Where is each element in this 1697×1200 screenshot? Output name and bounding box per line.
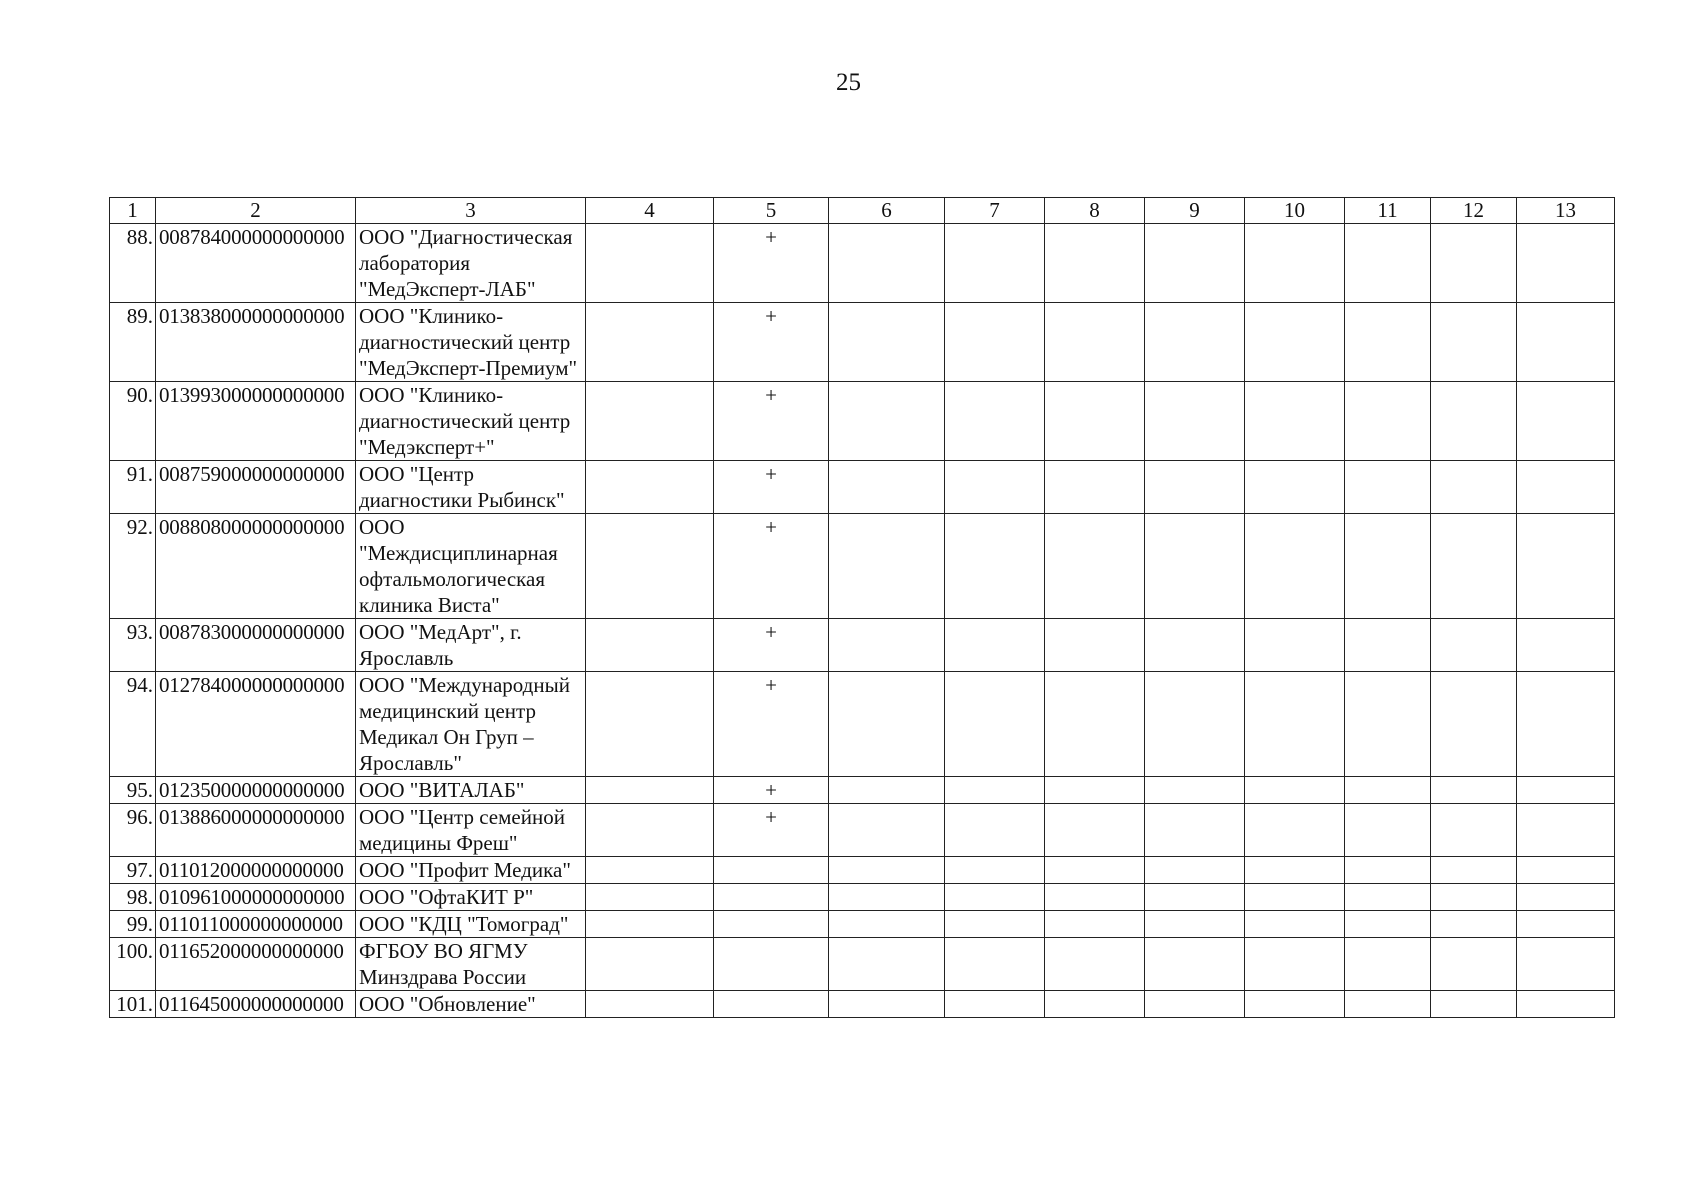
table-row bbox=[110, 303, 1615, 382]
row-number: 93. bbox=[110, 619, 156, 672]
registry-code: 008783000000000000 bbox=[156, 619, 356, 672]
page-number: 25 bbox=[836, 69, 861, 96]
cell-col-13 bbox=[1517, 672, 1615, 777]
cell-col-12 bbox=[1431, 991, 1517, 1018]
header-row bbox=[110, 198, 1615, 224]
cell-col-9 bbox=[1145, 911, 1245, 938]
cell-col-6 bbox=[829, 224, 945, 303]
cell-col-8 bbox=[1045, 911, 1145, 938]
organization-name: ООО "Диагностическая лаборатория "МедЭксперт-ЛАБ" bbox=[356, 224, 586, 303]
cell-col-6 bbox=[829, 382, 945, 461]
cell-col-4 bbox=[586, 224, 714, 303]
cell-col-8 bbox=[1045, 619, 1145, 672]
cell-col-4 bbox=[586, 804, 714, 857]
cell-col-11 bbox=[1345, 911, 1431, 938]
cell-col-9 bbox=[1145, 777, 1245, 804]
registry-code: 012784000000000000 bbox=[156, 672, 356, 777]
cell-col-9 bbox=[1145, 938, 1245, 991]
cell-col-12 bbox=[1431, 619, 1517, 672]
column-header-1: 1 bbox=[110, 198, 156, 224]
cell-col-10 bbox=[1245, 991, 1345, 1018]
organization-name: ООО "Обновление" bbox=[356, 991, 586, 1018]
cell-col-4 bbox=[586, 303, 714, 382]
cell-col-7 bbox=[945, 514, 1045, 619]
cell-col-9 bbox=[1145, 884, 1245, 911]
cell-col-4 bbox=[586, 382, 714, 461]
cell-col-11 bbox=[1345, 777, 1431, 804]
registry-code: 010961000000000000 bbox=[156, 884, 356, 911]
cell-col-11 bbox=[1345, 857, 1431, 884]
column-header-11: 11 bbox=[1345, 198, 1431, 224]
cell-col-10 bbox=[1245, 619, 1345, 672]
table-row bbox=[110, 911, 1615, 938]
cell-col-9 bbox=[1145, 224, 1245, 303]
row-number: 92. bbox=[110, 514, 156, 619]
column-header-6: 6 bbox=[829, 198, 945, 224]
cell-col-11 bbox=[1345, 938, 1431, 991]
organization-name: ООО "Центр диагностики Рыбинск" bbox=[356, 461, 586, 514]
table-row bbox=[110, 991, 1615, 1018]
cell-col-6 bbox=[829, 804, 945, 857]
registry-code: 013838000000000000 bbox=[156, 303, 356, 382]
column-header-3: 3 bbox=[356, 198, 586, 224]
cell-col-13 bbox=[1517, 382, 1615, 461]
cell-col-12 bbox=[1431, 777, 1517, 804]
table-row bbox=[110, 938, 1615, 991]
registry-code: 013993000000000000 bbox=[156, 382, 356, 461]
cell-col-11 bbox=[1345, 514, 1431, 619]
cell-col-13 bbox=[1517, 619, 1615, 672]
cell-col-10 bbox=[1245, 382, 1345, 461]
cell-col-8 bbox=[1045, 303, 1145, 382]
cell-col-12 bbox=[1431, 461, 1517, 514]
cell-col-9 bbox=[1145, 672, 1245, 777]
cell-col-9 bbox=[1145, 619, 1245, 672]
cell-col-7 bbox=[945, 911, 1045, 938]
row-number: 101. bbox=[110, 991, 156, 1018]
row-number: 88. bbox=[110, 224, 156, 303]
column-header-7: 7 bbox=[945, 198, 1045, 224]
cell-col-11 bbox=[1345, 991, 1431, 1018]
cell-col-7 bbox=[945, 884, 1045, 911]
cell-col-8 bbox=[1045, 938, 1145, 991]
cell-col-5-mark bbox=[714, 991, 829, 1018]
cell-col-13 bbox=[1517, 303, 1615, 382]
registry-code: 008759000000000000 bbox=[156, 461, 356, 514]
cell-col-5-mark bbox=[714, 884, 829, 911]
organization-name: ООО "Международный медицинский центр Медикал Он Груп – Ярославль" bbox=[356, 672, 586, 777]
cell-col-5-mark bbox=[714, 911, 829, 938]
cell-col-7 bbox=[945, 672, 1045, 777]
organization-name: ООО "Центр семейной медицины Фреш" bbox=[356, 804, 586, 857]
cell-col-5-mark: + bbox=[714, 777, 829, 804]
cell-col-9 bbox=[1145, 857, 1245, 884]
cell-col-5-mark: + bbox=[714, 303, 829, 382]
cell-col-6 bbox=[829, 461, 945, 514]
cell-col-8 bbox=[1045, 461, 1145, 514]
cell-col-6 bbox=[829, 672, 945, 777]
cell-col-7 bbox=[945, 938, 1045, 991]
registry-code: 011011000000000000 bbox=[156, 911, 356, 938]
column-header-10: 10 bbox=[1245, 198, 1345, 224]
cell-col-13 bbox=[1517, 777, 1615, 804]
row-number: 90. bbox=[110, 382, 156, 461]
cell-col-11 bbox=[1345, 303, 1431, 382]
table-header bbox=[110, 198, 1615, 224]
cell-col-13 bbox=[1517, 224, 1615, 303]
cell-col-4 bbox=[586, 938, 714, 991]
cell-col-13 bbox=[1517, 857, 1615, 884]
cell-col-11 bbox=[1345, 224, 1431, 303]
cell-col-13 bbox=[1517, 911, 1615, 938]
registry-code: 008784000000000000 bbox=[156, 224, 356, 303]
cell-col-12 bbox=[1431, 382, 1517, 461]
cell-col-13 bbox=[1517, 938, 1615, 991]
column-header-9: 9 bbox=[1145, 198, 1245, 224]
table-row bbox=[110, 514, 1615, 619]
registry-code: 011645000000000000 bbox=[156, 991, 356, 1018]
cell-col-6 bbox=[829, 991, 945, 1018]
table-row bbox=[110, 884, 1615, 911]
table-row bbox=[110, 619, 1615, 672]
column-header-4: 4 bbox=[586, 198, 714, 224]
cell-col-4 bbox=[586, 514, 714, 619]
cell-col-4 bbox=[586, 991, 714, 1018]
row-number: 95. bbox=[110, 777, 156, 804]
cell-col-8 bbox=[1045, 514, 1145, 619]
cell-col-12 bbox=[1431, 224, 1517, 303]
organization-name: ФГБОУ ВО ЯГМУ Минздрава России bbox=[356, 938, 586, 991]
cell-col-10 bbox=[1245, 911, 1345, 938]
cell-col-9 bbox=[1145, 461, 1245, 514]
table-row bbox=[110, 672, 1615, 777]
row-number: 100. bbox=[110, 938, 156, 991]
cell-col-12 bbox=[1431, 672, 1517, 777]
row-number: 94. bbox=[110, 672, 156, 777]
cell-col-9 bbox=[1145, 303, 1245, 382]
organization-name: ООО "МедАрт", г. Ярославль bbox=[356, 619, 586, 672]
cell-col-10 bbox=[1245, 461, 1345, 514]
row-number: 97. bbox=[110, 857, 156, 884]
cell-col-13 bbox=[1517, 991, 1615, 1018]
organization-name: ООО "КДЦ "Томоград" bbox=[356, 911, 586, 938]
cell-col-5-mark: + bbox=[714, 619, 829, 672]
table-row bbox=[110, 777, 1615, 804]
cell-col-10 bbox=[1245, 857, 1345, 884]
cell-col-11 bbox=[1345, 672, 1431, 777]
cell-col-4 bbox=[586, 461, 714, 514]
registry-table bbox=[109, 197, 1615, 1018]
organization-name: ООО "Клинико-диагностический центр "МедЭксперт-Премиум" bbox=[356, 303, 586, 382]
cell-col-10 bbox=[1245, 514, 1345, 619]
table-body bbox=[110, 224, 1615, 1018]
cell-col-6 bbox=[829, 857, 945, 884]
row-number: 99. bbox=[110, 911, 156, 938]
cell-col-7 bbox=[945, 991, 1045, 1018]
cell-col-12 bbox=[1431, 514, 1517, 619]
cell-col-6 bbox=[829, 911, 945, 938]
cell-col-6 bbox=[829, 938, 945, 991]
row-number: 98. bbox=[110, 884, 156, 911]
row-number: 89. bbox=[110, 303, 156, 382]
cell-col-8 bbox=[1045, 804, 1145, 857]
cell-col-5-mark bbox=[714, 938, 829, 991]
cell-col-5-mark: + bbox=[714, 224, 829, 303]
cell-col-5-mark: + bbox=[714, 672, 829, 777]
cell-col-7 bbox=[945, 303, 1045, 382]
cell-col-8 bbox=[1045, 224, 1145, 303]
registry-code: 011652000000000000 bbox=[156, 938, 356, 991]
registry-code: 012350000000000000 bbox=[156, 777, 356, 804]
cell-col-12 bbox=[1431, 303, 1517, 382]
cell-col-9 bbox=[1145, 804, 1245, 857]
cell-col-6 bbox=[829, 619, 945, 672]
table-row bbox=[110, 461, 1615, 514]
cell-col-11 bbox=[1345, 619, 1431, 672]
cell-col-4 bbox=[586, 911, 714, 938]
cell-col-9 bbox=[1145, 514, 1245, 619]
column-header-12: 12 bbox=[1431, 198, 1517, 224]
organization-name: ООО "ВИТАЛАБ" bbox=[356, 777, 586, 804]
cell-col-13 bbox=[1517, 884, 1615, 911]
cell-col-5-mark: + bbox=[714, 382, 829, 461]
cell-col-10 bbox=[1245, 804, 1345, 857]
cell-col-12 bbox=[1431, 911, 1517, 938]
cell-col-5-mark: + bbox=[714, 804, 829, 857]
cell-col-8 bbox=[1045, 884, 1145, 911]
organization-name: ООО "Профит Медика" bbox=[356, 857, 586, 884]
cell-col-4 bbox=[586, 619, 714, 672]
cell-col-6 bbox=[829, 884, 945, 911]
cell-col-11 bbox=[1345, 461, 1431, 514]
row-number: 96. bbox=[110, 804, 156, 857]
cell-col-5-mark: + bbox=[714, 514, 829, 619]
cell-col-6 bbox=[829, 514, 945, 619]
cell-col-7 bbox=[945, 382, 1045, 461]
cell-col-13 bbox=[1517, 514, 1615, 619]
cell-col-9 bbox=[1145, 382, 1245, 461]
cell-col-12 bbox=[1431, 884, 1517, 911]
cell-col-6 bbox=[829, 303, 945, 382]
cell-col-8 bbox=[1045, 382, 1145, 461]
cell-col-4 bbox=[586, 672, 714, 777]
registry-code: 011012000000000000 bbox=[156, 857, 356, 884]
column-header-13: 13 bbox=[1517, 198, 1615, 224]
cell-col-12 bbox=[1431, 938, 1517, 991]
table-row bbox=[110, 224, 1615, 303]
column-header-5: 5 bbox=[714, 198, 829, 224]
cell-col-8 bbox=[1045, 991, 1145, 1018]
registry-code: 008808000000000000 bbox=[156, 514, 356, 619]
cell-col-4 bbox=[586, 777, 714, 804]
organization-name: ООО "Междисциплинарная офтальмологическая клиника Виста" bbox=[356, 514, 586, 619]
cell-col-9 bbox=[1145, 991, 1245, 1018]
cell-col-8 bbox=[1045, 672, 1145, 777]
cell-col-12 bbox=[1431, 804, 1517, 857]
cell-col-7 bbox=[945, 857, 1045, 884]
cell-col-10 bbox=[1245, 224, 1345, 303]
cell-col-7 bbox=[945, 804, 1045, 857]
cell-col-10 bbox=[1245, 938, 1345, 991]
cell-col-6 bbox=[829, 777, 945, 804]
table-row bbox=[110, 857, 1615, 884]
cell-col-12 bbox=[1431, 857, 1517, 884]
cell-col-11 bbox=[1345, 382, 1431, 461]
cell-col-7 bbox=[945, 777, 1045, 804]
cell-col-10 bbox=[1245, 303, 1345, 382]
cell-col-13 bbox=[1517, 461, 1615, 514]
cell-col-7 bbox=[945, 619, 1045, 672]
row-number: 91. bbox=[110, 461, 156, 514]
cell-col-4 bbox=[586, 857, 714, 884]
cell-col-11 bbox=[1345, 804, 1431, 857]
cell-col-10 bbox=[1245, 884, 1345, 911]
cell-col-5-mark bbox=[714, 857, 829, 884]
cell-col-11 bbox=[1345, 884, 1431, 911]
cell-col-7 bbox=[945, 461, 1045, 514]
table-row bbox=[110, 804, 1615, 857]
organization-name: ООО "Клинико-диагностический центр "Медэксперт+" bbox=[356, 382, 586, 461]
cell-col-10 bbox=[1245, 672, 1345, 777]
cell-col-8 bbox=[1045, 777, 1145, 804]
cell-col-10 bbox=[1245, 777, 1345, 804]
cell-col-5-mark: + bbox=[714, 461, 829, 514]
organization-name: ООО "ОфтаКИТ Р" bbox=[356, 884, 586, 911]
cell-col-7 bbox=[945, 224, 1045, 303]
registry-code: 013886000000000000 bbox=[156, 804, 356, 857]
cell-col-13 bbox=[1517, 804, 1615, 857]
column-header-2: 2 bbox=[156, 198, 356, 224]
column-header-8: 8 bbox=[1045, 198, 1145, 224]
cell-col-8 bbox=[1045, 857, 1145, 884]
cell-col-4 bbox=[586, 884, 714, 911]
table-row bbox=[110, 382, 1615, 461]
